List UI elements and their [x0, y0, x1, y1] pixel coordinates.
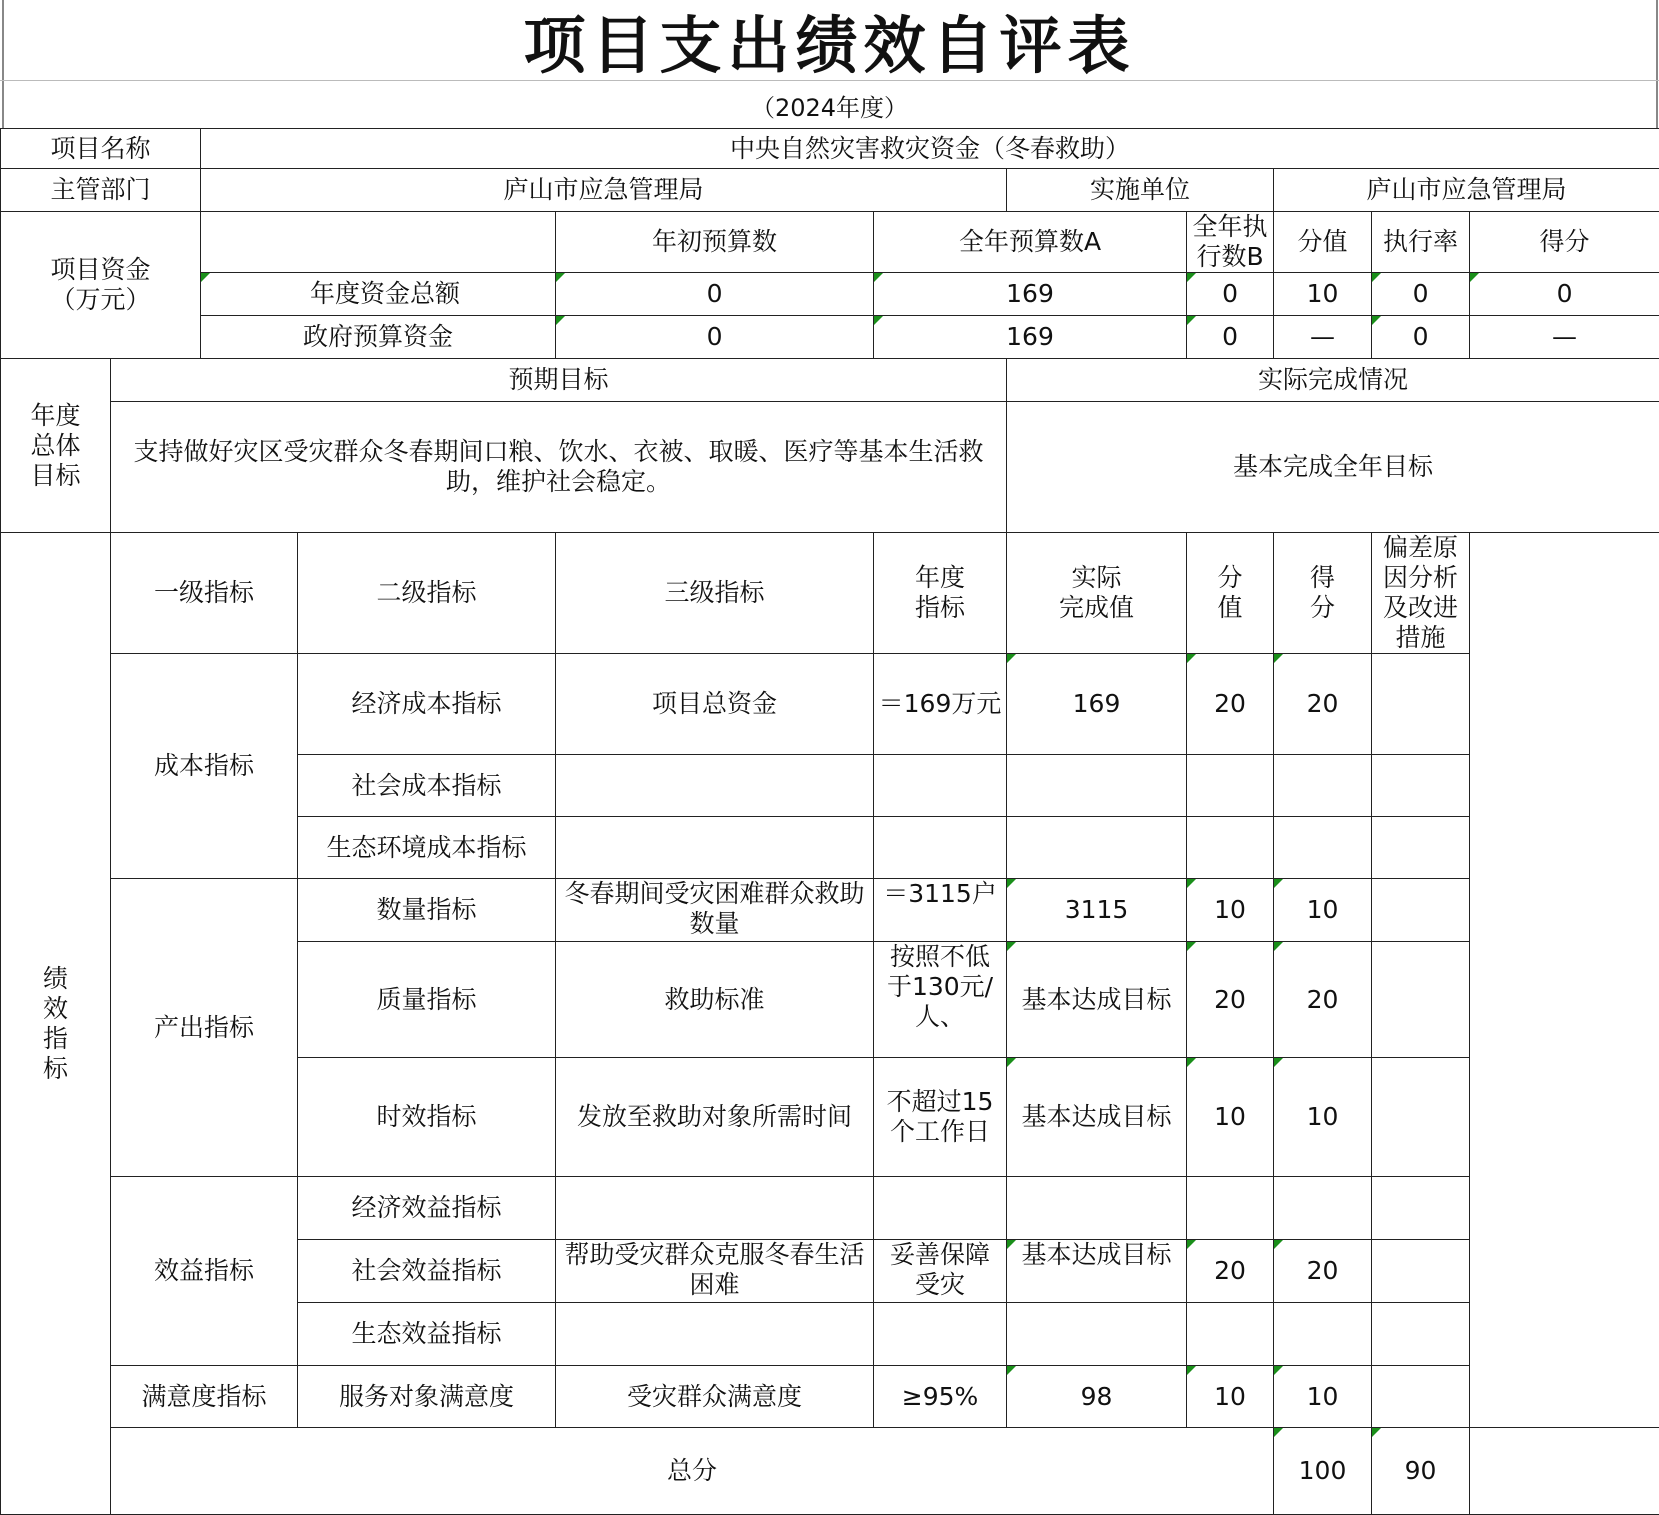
deviation-note: [1372, 1058, 1470, 1177]
weight-value: 10: [1187, 879, 1274, 942]
level2-indicator: 服务对象满意度: [298, 1366, 556, 1428]
deviation-note: [1372, 1366, 1470, 1428]
funds-cell: 0: [1470, 273, 1659, 316]
weight-value: [1187, 755, 1274, 817]
target-text: 按照不低于130元/人、: [886, 942, 994, 1031]
score-value: [1274, 755, 1372, 817]
total-score: 90: [1372, 1428, 1470, 1515]
deviation-note: [1372, 817, 1470, 879]
level2-indicator: 社会成本指标: [298, 755, 556, 817]
level1-indicator: 满意度指标: [111, 1366, 298, 1428]
actual-result-text: 基本完成全年目标: [1007, 402, 1659, 533]
funds-cell: 0: [556, 273, 874, 316]
indicator-header: 分 值: [1187, 533, 1274, 654]
level2-indicator: 数量指标: [298, 879, 556, 942]
project-name-label: 项目名称: [1, 129, 201, 169]
level3-indicator: 发放至救助对象所需时间: [556, 1058, 874, 1177]
weight-value: 20: [1187, 942, 1274, 1058]
annual-target: [874, 817, 1007, 879]
annual-target: ＝169万元: [874, 654, 1007, 755]
actual-value: 98: [1007, 1366, 1187, 1428]
page-title: 项目支出绩效自评表: [523, 9, 1136, 82]
funds-cell: 0: [1372, 273, 1470, 316]
level3-indicator: [556, 1177, 874, 1240]
target-text: ＝3115户: [883, 879, 997, 908]
actual-value: 基本达成目标: [1007, 1058, 1187, 1177]
funds-cell: —: [1470, 316, 1659, 359]
level1-indicator: 成本指标: [111, 654, 298, 879]
actual-value: [1007, 817, 1187, 879]
weight-value: [1187, 817, 1274, 879]
funds-cell: 0: [1372, 316, 1470, 359]
indicator-header: 二级指标: [298, 533, 556, 654]
actual-value: 169: [1007, 654, 1187, 755]
score-value: 20: [1274, 1240, 1372, 1303]
level2-indicator: 社会效益指标: [298, 1240, 556, 1303]
funds-cell: 0: [1187, 316, 1274, 359]
indicator-header: 一级指标: [111, 533, 298, 654]
weight-value: [1187, 1303, 1274, 1366]
actual-value: [1007, 1240, 1187, 1303]
expected-goal-header: 预期目标: [111, 359, 1007, 402]
actual-value: [1007, 755, 1187, 817]
score-value: [1274, 817, 1372, 879]
score-value: 10: [1274, 1366, 1372, 1428]
funds-header: 执行率: [1372, 212, 1470, 273]
indicator-header: 实际 完成值: [1007, 533, 1187, 654]
indicator-header: 年度 指标: [874, 533, 1007, 654]
funds-row-name: 年度资金总额: [201, 273, 556, 316]
funds-header: 全年预算数A: [874, 212, 1187, 273]
fiscal-year: （2024年度）: [750, 94, 909, 122]
funds-cell: 0: [556, 316, 874, 359]
level3-indicator: [556, 1303, 874, 1366]
impl-unit-label: 实施单位: [1007, 169, 1274, 212]
level1-indicator: 产出指标: [111, 879, 298, 1177]
actual-text: 基本达成目标: [1021, 1240, 1172, 1269]
annual-target: [874, 942, 1007, 1058]
funds-cell: 10: [1274, 273, 1372, 316]
target-text: 妥善保障受灾: [890, 1240, 991, 1299]
score-value: 20: [1274, 942, 1372, 1058]
level3-indicator: [556, 817, 874, 879]
weight-value: [1187, 1177, 1274, 1240]
score-value: 10: [1274, 879, 1372, 942]
score-value: 10: [1274, 1058, 1372, 1177]
funds-header-blank: [201, 212, 556, 273]
annual-target: [874, 1177, 1007, 1240]
level3-indicator: [556, 879, 874, 942]
actual-result-header: 实际完成情况: [1007, 359, 1659, 402]
weight-value: 10: [1187, 1366, 1274, 1428]
actual-value: [1007, 1303, 1187, 1366]
level3-indicator: [556, 755, 874, 817]
level3-indicator: [556, 1240, 874, 1303]
annual-target: [874, 879, 1007, 942]
weight-value: 20: [1187, 1240, 1274, 1303]
indicator-header: 三级指标: [556, 533, 874, 654]
score-value: [1274, 1177, 1372, 1240]
expected-goal-text: 支持做好灾区受灾群众冬春期间口粮、饮水、衣被、取暖、医疗等基本生活救助，维护社会稳定。: [111, 402, 1007, 533]
level2-indicator: 质量指标: [298, 942, 556, 1058]
annual-target: 不超过15个工作日: [874, 1058, 1007, 1177]
impl-unit-value: 庐山市应急管理局: [1274, 169, 1659, 212]
deviation-note: [1372, 879, 1470, 942]
level2-indicator: 生态环境成本指标: [298, 817, 556, 879]
actual-value: 基本达成目标: [1007, 942, 1187, 1058]
actual-value: [1007, 1177, 1187, 1240]
annual-target: ≥95%: [874, 1366, 1007, 1428]
funds-row-name: 政府预算资金: [201, 316, 556, 359]
dept-value: 庐山市应急管理局: [201, 169, 1007, 212]
deviation-note: [1372, 942, 1470, 1058]
level3-indicator: 项目总资金: [556, 654, 874, 755]
funds-cell: 0: [1187, 273, 1274, 316]
deviation-note: [1372, 1177, 1470, 1240]
evaluation-table: [0, 128, 1659, 1515]
total-weight: 100: [1274, 1428, 1372, 1515]
funds-header: 年初预算数: [556, 212, 874, 273]
actual-value: 3115: [1007, 879, 1187, 942]
level2-indicator: 经济成本指标: [298, 654, 556, 755]
project-name-value: 中央自然灾害救灾资金（冬春救助）: [201, 129, 1659, 169]
funds-header: 得分: [1470, 212, 1659, 273]
funds-cell: 169: [874, 316, 1187, 359]
funds-header: 分值: [1274, 212, 1372, 273]
funds-cell: 169: [874, 273, 1187, 316]
annual-target: [874, 755, 1007, 817]
deviation-note: [1372, 1303, 1470, 1366]
annual-goal-label: 年度 总体 目标: [1, 359, 111, 533]
level2-indicator: 时效指标: [298, 1058, 556, 1177]
annual-target: [874, 1303, 1007, 1366]
funds-label: 项目资金 （万元）: [1, 212, 201, 359]
weight-value: 20: [1187, 654, 1274, 755]
level3-indicator: 受灾群众满意度: [556, 1366, 874, 1428]
level2-indicator: 生态效益指标: [298, 1303, 556, 1366]
deviation-note: [1372, 1240, 1470, 1303]
annual-target: [874, 1240, 1007, 1303]
level2-indicator: 经济效益指标: [298, 1177, 556, 1240]
weight-value: 10: [1187, 1058, 1274, 1177]
total-label: 总分: [111, 1428, 1274, 1515]
funds-header: 全年执行数B: [1187, 212, 1274, 273]
indicator-header: 得 分: [1274, 533, 1372, 654]
score-value: 20: [1274, 654, 1372, 755]
score-value: [1274, 1303, 1372, 1366]
level3-indicator: 救助标准: [556, 942, 874, 1058]
level3-text: 帮助受灾群众克服冬春生活困难: [564, 1240, 865, 1299]
total-note: [1470, 1428, 1659, 1515]
level1-indicator: 效益指标: [111, 1177, 298, 1366]
level3-text: 冬春期间受灾困难群众救助数量: [564, 879, 865, 938]
deviation-note: [1372, 654, 1470, 755]
deviation-note: [1372, 755, 1470, 817]
funds-cell: —: [1274, 316, 1372, 359]
performance-section-label: 绩 效 指 标: [1, 533, 111, 1515]
dept-label: 主管部门: [1, 169, 201, 212]
indicator-header: 偏差原因分析 及改进措施: [1372, 533, 1470, 654]
